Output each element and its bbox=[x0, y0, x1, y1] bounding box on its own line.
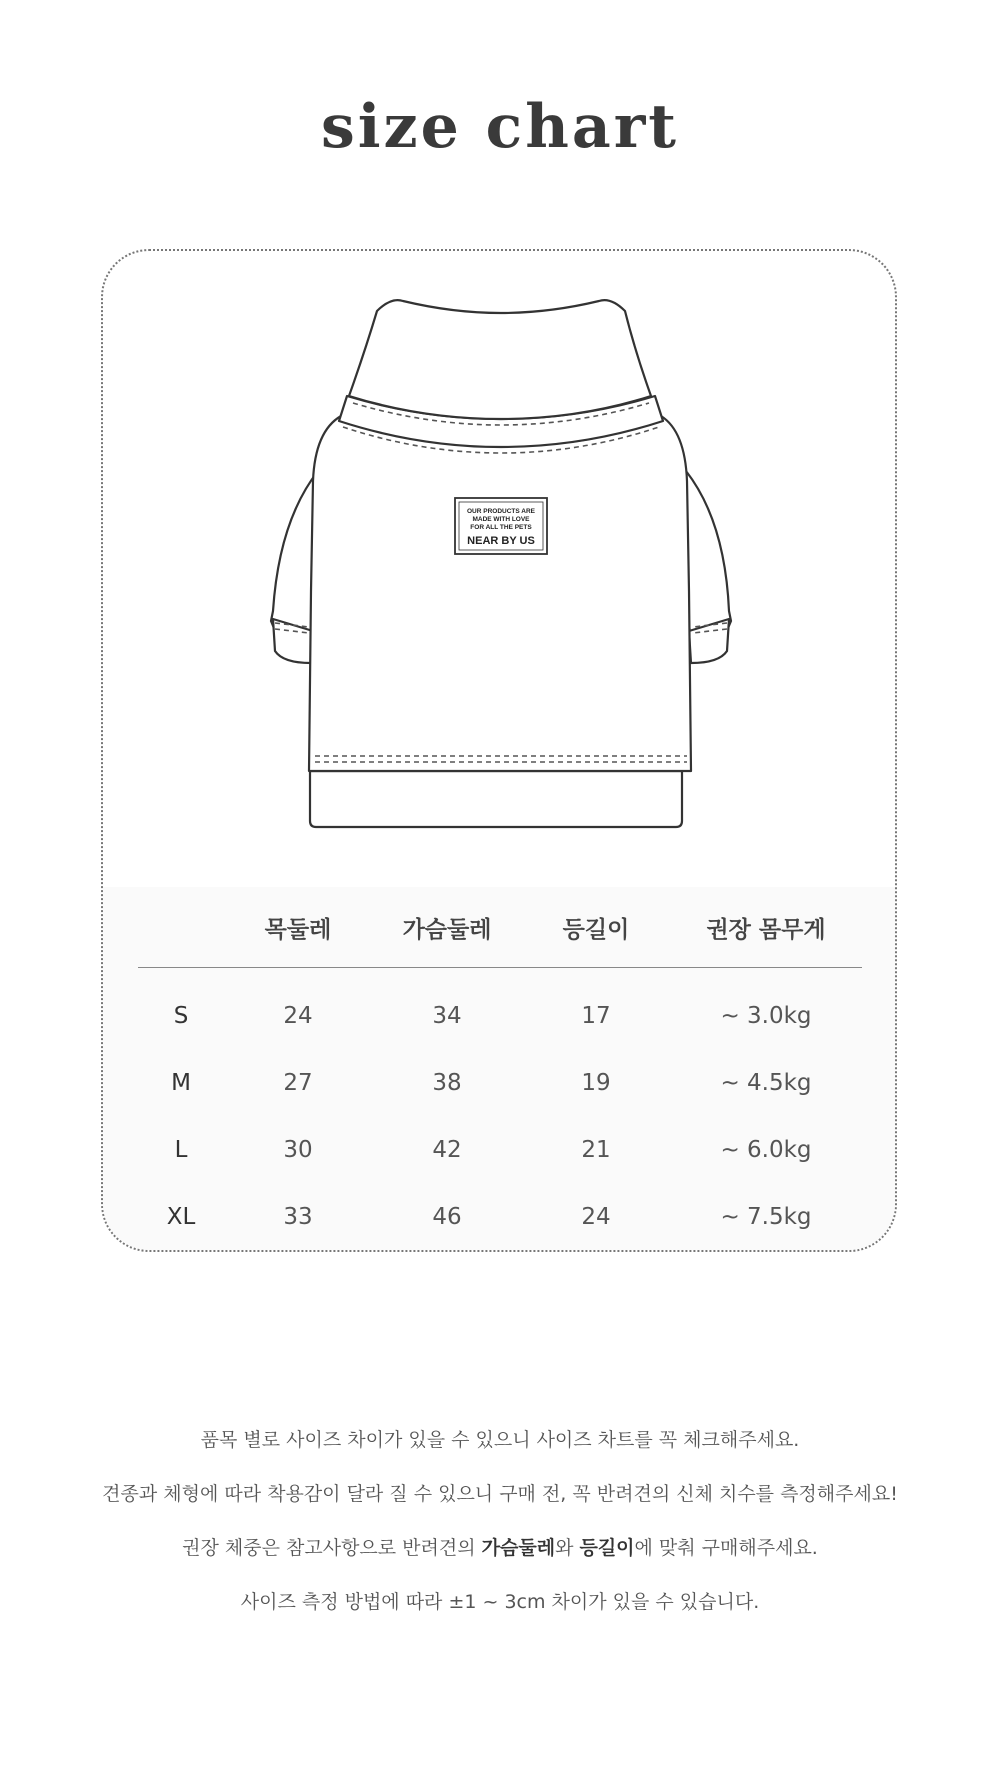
header-weight: 권장 몸무게 bbox=[706, 916, 826, 943]
back-length-cell: 24 bbox=[581, 1203, 611, 1230]
weight-cell: ~ 7.5kg bbox=[720, 1203, 812, 1230]
label-line-2: MADE WITH LOVE bbox=[472, 516, 530, 523]
chest-cell: 42 bbox=[432, 1136, 462, 1163]
back-length-cell: 21 bbox=[581, 1136, 611, 1163]
size-table-area bbox=[103, 887, 897, 1252]
header-size bbox=[138, 887, 224, 968]
dog-sweater-illustration bbox=[103, 251, 897, 887]
note-line-3-mid: 와 bbox=[555, 1537, 580, 1559]
header-neck: 목둘레 bbox=[264, 916, 332, 943]
page-title: size chart bbox=[320, 92, 680, 162]
neck-cell: 27 bbox=[283, 1069, 313, 1096]
note-line-4: 사이즈 측정 방법에 따라 ±1 ~ 3cm 차이가 있을 수 있습니다. bbox=[240, 1591, 760, 1613]
size-notes bbox=[0, 1420, 1000, 1636]
label-line-3: FOR ALL THE PETS bbox=[470, 524, 532, 531]
label-line-1: OUR PRODUCTS ARE bbox=[466, 508, 536, 515]
label-brand: NEAR BY US bbox=[467, 535, 535, 547]
weight-cell: ~ 6.0kg bbox=[720, 1136, 812, 1163]
chest-cell: 46 bbox=[432, 1203, 462, 1230]
table-row bbox=[138, 1049, 862, 1116]
back-length-cell: 17 bbox=[581, 1002, 611, 1029]
note-back-length-highlight: 등길이 bbox=[579, 1537, 635, 1559]
note-chest-highlight: 가슴둘레 bbox=[481, 1537, 556, 1559]
size-cell: M bbox=[171, 1069, 191, 1096]
size-cell: S bbox=[173, 1002, 189, 1029]
weight-cell: ~ 3.0kg bbox=[720, 1002, 812, 1029]
size-table bbox=[138, 887, 862, 1250]
note-line-2: 견종과 체형에 따라 착용감이 달라 질 수 있으니 구매 전, 꼭 반려견의 신체 치수를 측정해주세요! bbox=[102, 1483, 898, 1505]
table-row bbox=[138, 1116, 862, 1183]
neck-cell: 24 bbox=[283, 1002, 313, 1029]
neck-cell: 33 bbox=[283, 1203, 313, 1230]
back-length-cell: 19 bbox=[581, 1069, 611, 1096]
note-line-3-pre: 권장 체중은 참고사항으로 반려견의 bbox=[182, 1537, 482, 1559]
brand-label bbox=[455, 498, 547, 554]
header-chest: 가슴둘레 bbox=[402, 916, 492, 943]
note-line-3 bbox=[0, 1528, 1000, 1582]
size-chart-card bbox=[101, 249, 897, 1252]
size-cell: L bbox=[174, 1136, 188, 1163]
header-back-length: 등길이 bbox=[562, 916, 630, 943]
chest-cell: 34 bbox=[432, 1002, 462, 1029]
table-row bbox=[138, 968, 862, 1050]
note-line-1: 품목 별로 사이즈 차이가 있을 수 있으니 사이즈 차트를 꼭 체크해주세요. bbox=[200, 1429, 800, 1451]
chest-cell: 38 bbox=[432, 1069, 462, 1096]
table-row bbox=[138, 1183, 862, 1250]
weight-cell: ~ 4.5kg bbox=[720, 1069, 812, 1096]
note-line-3-post: 에 맞춰 구매해주세요. bbox=[634, 1537, 818, 1559]
neck-cell: 30 bbox=[283, 1136, 313, 1163]
size-cell: XL bbox=[166, 1203, 196, 1230]
table-header-row bbox=[138, 887, 862, 968]
